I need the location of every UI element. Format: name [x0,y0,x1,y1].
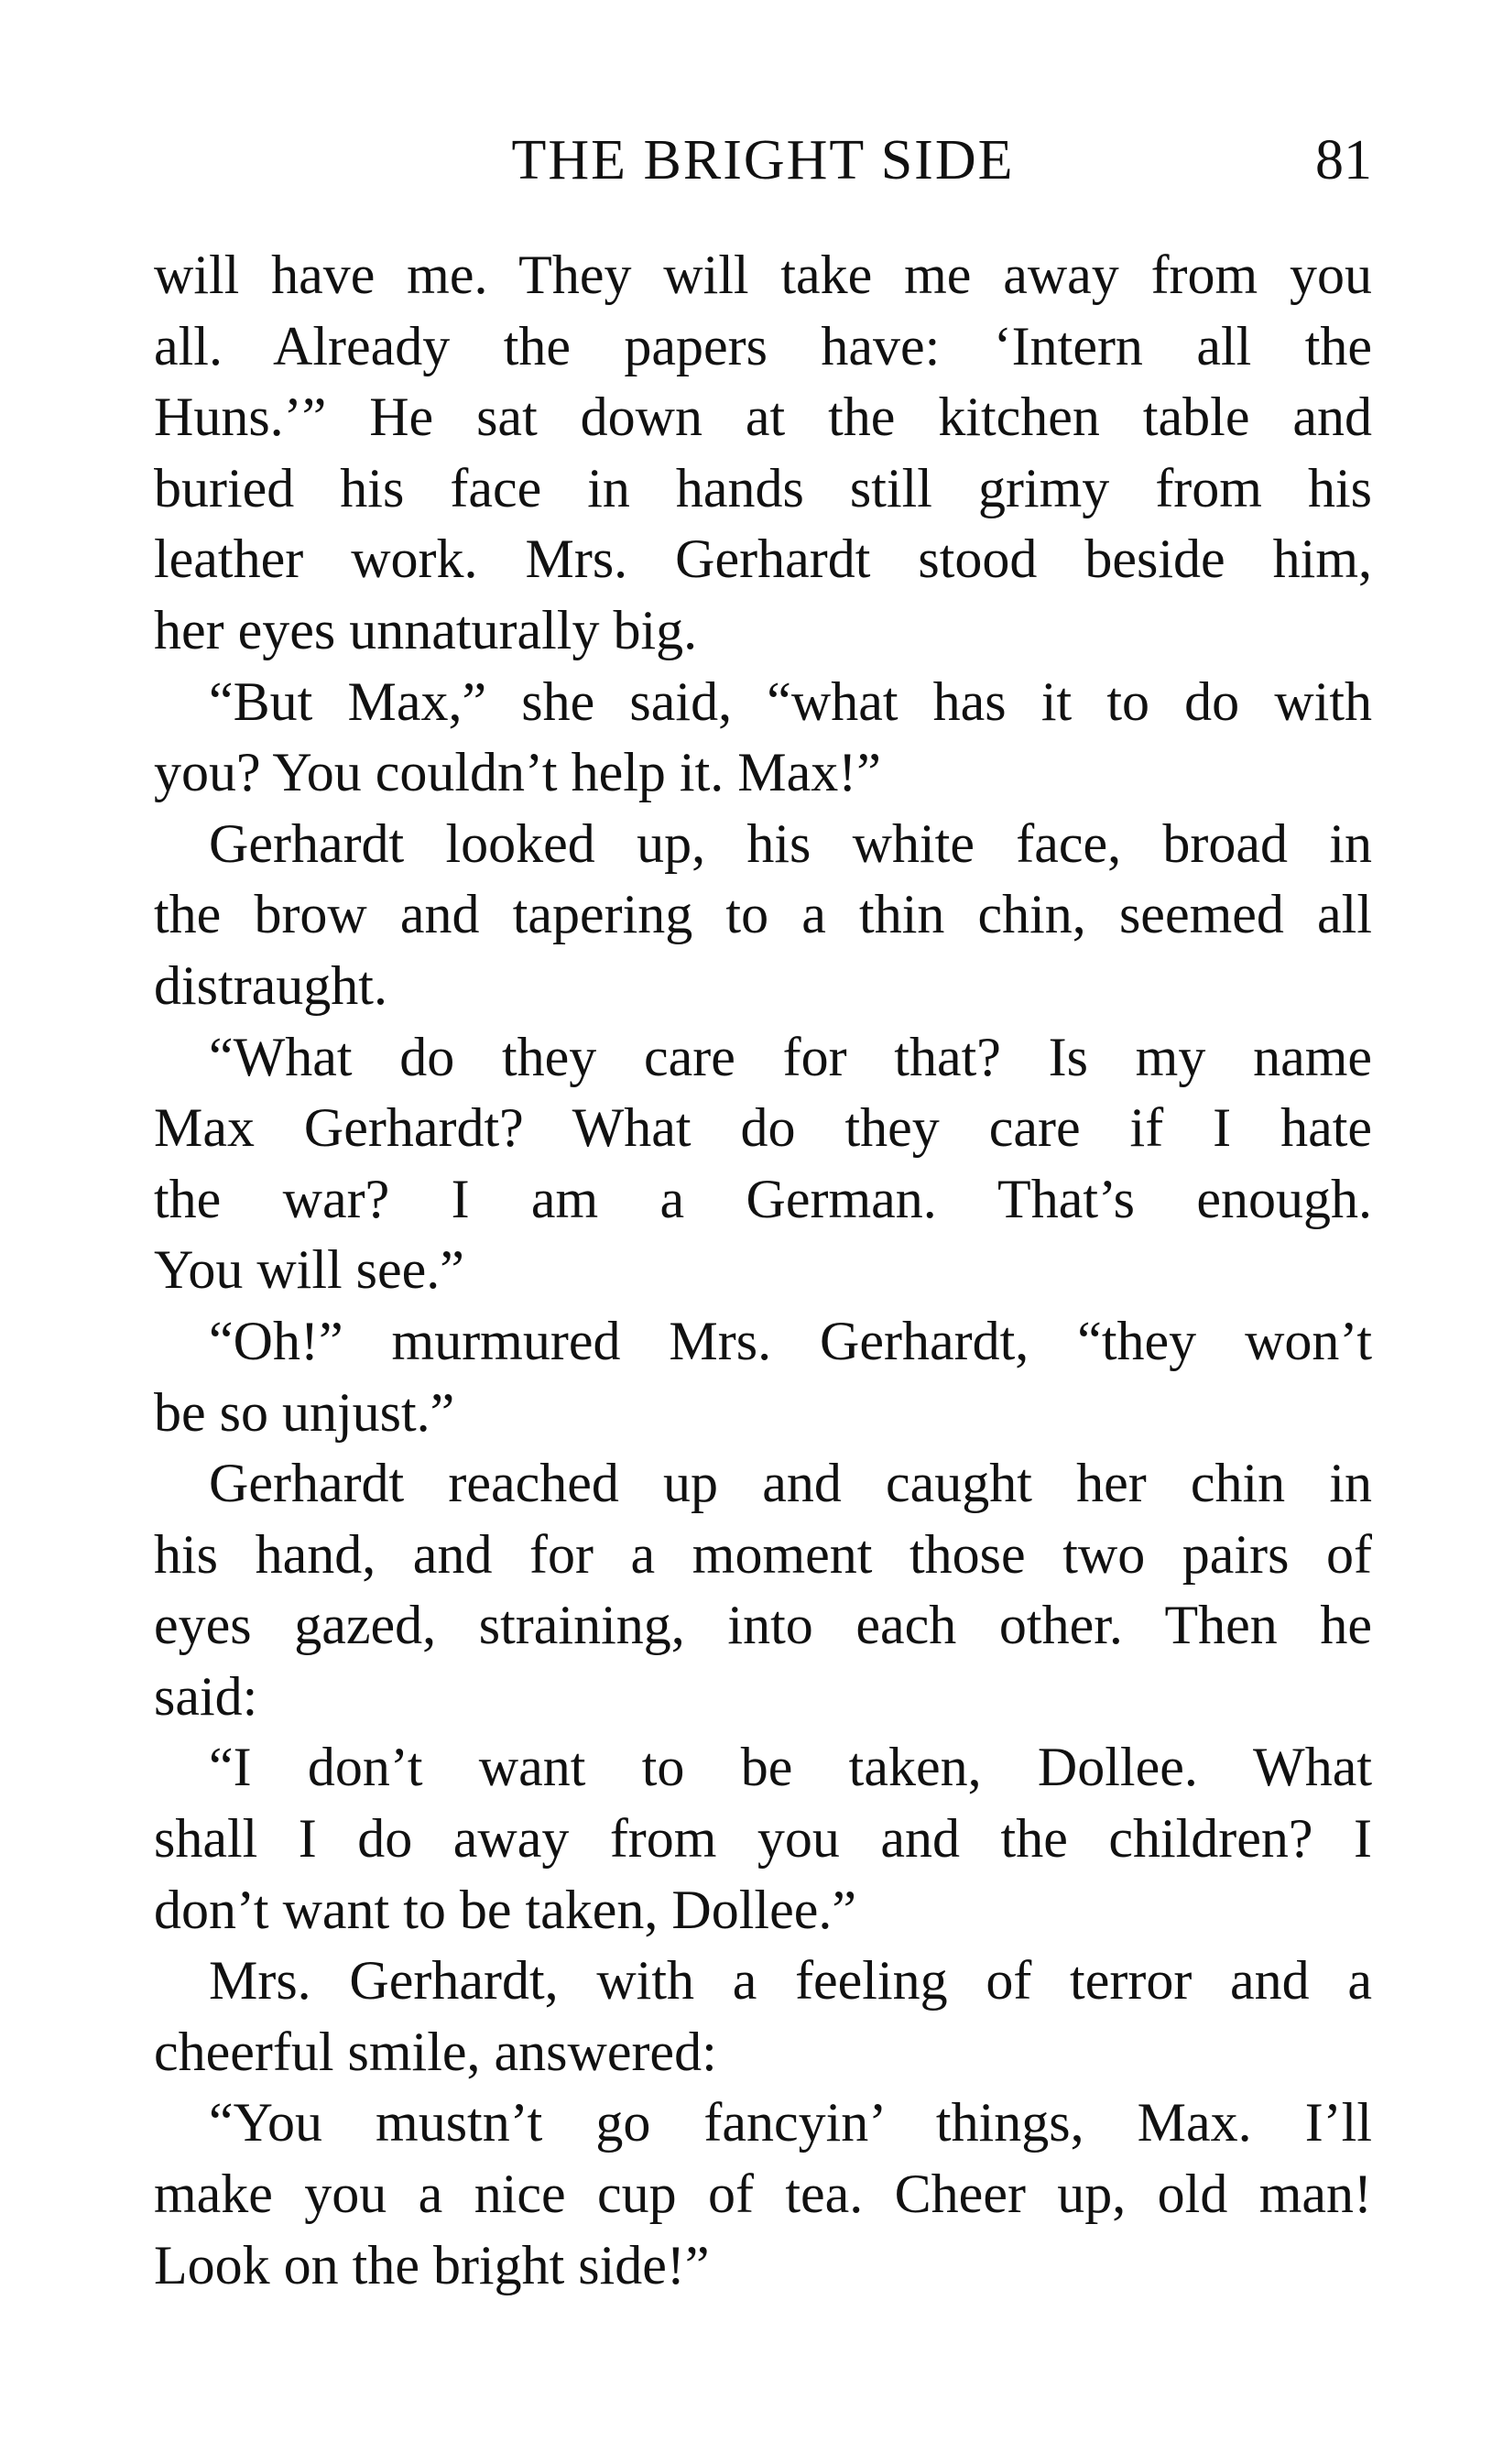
text-line: buried his face in hands still grimy from his [154,457,1372,518]
text-line: the brow and tapering to a thin chin, seemed all [154,884,1372,945]
text-line: “You mustn’t go fancyin’ things, Max. I’ll [209,2092,1372,2153]
text-line: all. Already the papers have: ‘Intern all the [154,315,1372,376]
text-line: Gerhardt looked up, his white face, broad in [209,812,1372,874]
page-number: 81 [1315,129,1372,191]
text-line: said: [154,1665,258,1727]
text-line: leather work. Mrs. Gerhardt stood beside him, [154,529,1372,590]
running-head [154,128,1372,192]
text-line: “I don’t want to be taken, Dollee. What [209,1737,1372,1798]
text-line: will have me. They will take me away from you [154,245,1372,305]
text-line: You will see.” [154,1239,464,1301]
text-line: make you a nice cup of tea. Cheer up, old man! [154,2164,1372,2225]
text-line: be so unjust.” [154,1381,455,1443]
text-line: don’t want to be taken, Dollee.” [154,1879,856,1940]
text-line: her eyes unnaturally big. [154,599,698,660]
text-line: you? You couldn’t help it. Max!” [154,742,881,803]
text-line: cheerful smile, answered: [154,2021,717,2082]
text-line: the war? I am a German. That’s enough. [154,1168,1372,1229]
text-line: Mrs. Gerhardt, with a feeling of terror and a [209,1950,1372,2012]
text-line: his hand, and for a moment those two pairs of [154,1523,1372,1585]
text-line: “What do they care for that? Is my name [209,1026,1372,1087]
running-title: THE BRIGHT SIDE [511,129,1015,191]
text-line: shall I do away from you and the children? I [154,1808,1372,1870]
text-line: Huns.’” He sat down at the kitchen table and [154,387,1372,448]
text-line: Gerhardt reached up and caught her chin in [209,1453,1372,1514]
text-line: Max Gerhardt? What do they care if I hate [154,1097,1372,1159]
text-line: distraught. [154,954,387,1016]
text-line: eyes gazed, straining, into each other. Then he [154,1595,1372,1656]
text-line: Look on the bright side!” [154,2234,710,2295]
text-line: “But Max,” she said, “what has it to do with [209,671,1372,732]
text-line: “Oh!” murmured Mrs. Gerhardt, “they won’t [209,1310,1372,1371]
body-text [154,240,1372,2301]
